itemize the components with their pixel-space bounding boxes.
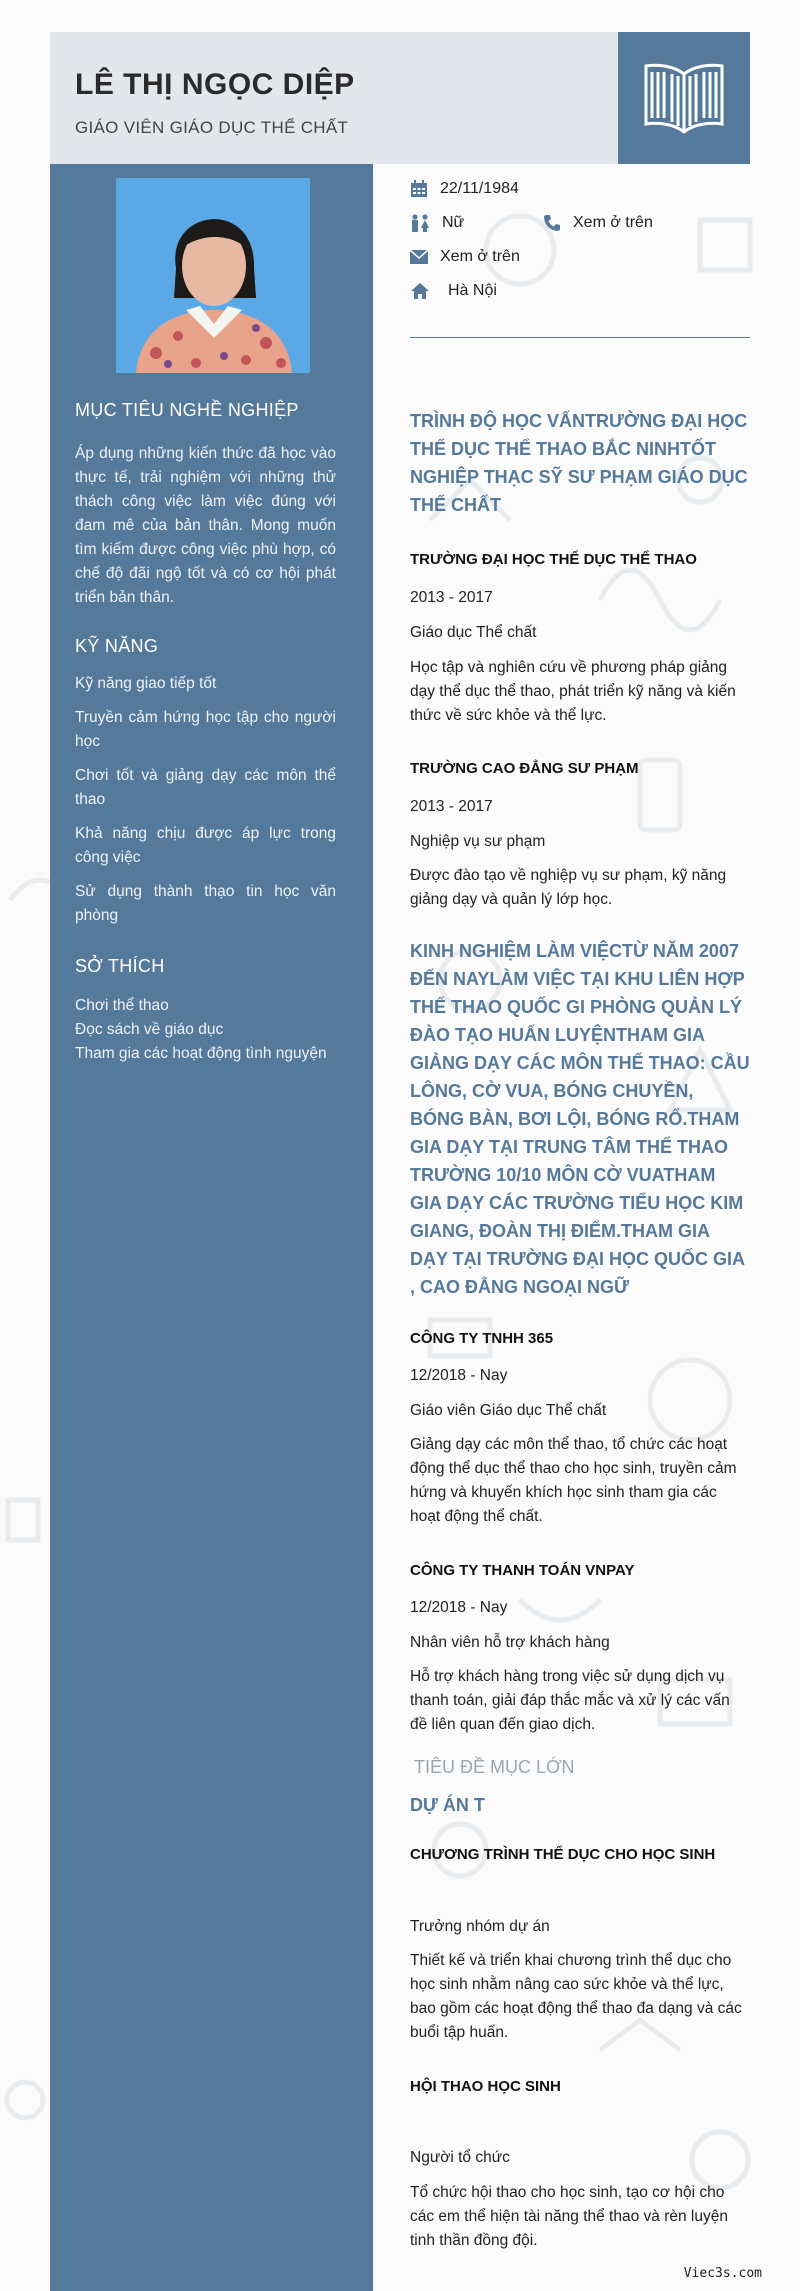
home-icon xyxy=(410,282,430,300)
project-role: Trưởng nhóm dự án xyxy=(410,1918,550,1935)
job-title: GIÁO VIÊN GIÁO DỤC THỂ CHẤT xyxy=(75,118,349,137)
phone-icon xyxy=(543,214,561,232)
candidate-name: LÊ THỊ NGỌC DIỆP xyxy=(75,68,355,101)
skill-item: Sử dụng thành thạo tin học văn phòng xyxy=(75,883,336,924)
birthday-value: 22/11/1984 xyxy=(440,180,519,197)
email-value: Xem ở trên xyxy=(440,248,520,265)
skills-heading: KỸ NĂNG xyxy=(75,636,159,656)
experience-description: Giảng dạy các môn thể thao, tổ chức các hoạt động thể dục thể thao cho học sinh, truyền cảm hứng và khuyến khích học sinh tham gia các hoạt động thể chất. xyxy=(410,1436,737,1525)
objective-heading: MỤC TIÊU NGHỀ NGHIỆP xyxy=(75,400,299,420)
experience-heading: KINH NGHIỆM LÀM VIỆCTỪ NĂM 2007 ĐẾN NAYLÀM VIỆC TẠI KHU LIÊN HỢP THỂ THAO QUỐC GI PHÒNG QUẢN LÝ ĐÀO TẠO HUẤN LUYỆNTHAM GIA GIẢNG DẠY CÁC MÔN THỂ THAO: CẦU LÔNG, CỜ VUA, BÓNG CHUYỀN, BÓNG BÀN, BƠI LỘI, BÓNG RỔ.THAM GIA DẠY TẠI TRUNG TÂM THỂ THAO TRƯỜNG 10/10 MÔN CỜ VUATHAM GIA DẠY CÁC TRƯỜNG TIỂU HỌC KIM GIANG, ĐOÀN THỊ ĐIỂM.THAM GIA DẠY TẠI TRƯỜNG ĐẠI HỌC QUỐC GIA , CAO ĐẲNG NGOẠI NGỮ xyxy=(410,941,750,1297)
email-row xyxy=(410,248,520,266)
phone-value: Xem ở trên xyxy=(573,214,653,231)
mail-icon xyxy=(410,250,428,264)
skill-item: Khả năng chịu được áp lực trong công việc xyxy=(75,825,336,866)
address-value: Hà Nội xyxy=(448,282,497,299)
gender-icon xyxy=(410,214,430,232)
experience-period: 12/2018 - Nay xyxy=(410,1367,508,1384)
gender-row xyxy=(410,214,464,232)
project-description: Tổ chức hội thao cho học sinh, tạo cơ hội cho các em thể hiện tài năng thể thao và rèn luyện tinh thần đồng đội. xyxy=(410,2184,728,2249)
skill-item: Kỹ năng giao tiếp tốt xyxy=(75,675,217,692)
objective-text: Áp dụng những kiến thức đã học vào thực tế, trải nghiệm với những thử thách công việc làm việc đúng với đam mê của bản thân. Mong muốn tìm kiếm được công việc phù hợp, có chế độ đãi ngộ tốt và có cơ hội phát triển bản thân. xyxy=(75,445,336,606)
education-heading: TRÌNH ĐỘ HỌC VẤNTRƯỜNG ĐẠI HỌC THỂ DỤC THỂ THAO BẮC NINHTỐT NGHIỆP THẠC SỸ SƯ PHẠM GIÁO DỤC THỂ CHẤT xyxy=(410,411,748,515)
education-period: 2013 - 2017 xyxy=(410,798,493,815)
gender-value: Nữ xyxy=(442,214,465,231)
company-name: CÔNG TY TNHH 365 xyxy=(410,1330,554,1347)
address-row xyxy=(410,282,497,300)
skill-item: Chơi tốt và giảng dạy các môn thể thao xyxy=(75,767,336,808)
projects-heading: DỰ ÁN T xyxy=(410,1795,485,1815)
education-period: 2013 - 2017 xyxy=(410,589,493,606)
school-name: TRƯỜNG ĐẠI HỌC THỂ DỤC THỂ THAO xyxy=(410,551,697,568)
experience-position: Nhân viên hỗ trợ khách hàng xyxy=(410,1634,610,1651)
skills-list xyxy=(75,672,336,938)
contact-divider xyxy=(410,337,750,338)
resume-header xyxy=(50,32,750,164)
project-role: Người tổ chức xyxy=(410,2149,510,2166)
birthday-row xyxy=(410,180,519,198)
hobby-item: Tham gia các hoạt động tình nguyện xyxy=(75,1045,327,1062)
calendar-icon xyxy=(410,180,428,198)
section-placeholder-title: TIÊU ĐỀ MỤC LỚN xyxy=(414,1757,575,1777)
education-major: Nghiệp vụ sư phạm xyxy=(410,833,546,850)
skill-item: Truyền cảm hứng học tập cho người học xyxy=(75,709,336,750)
hobby-item: Đọc sách về giáo dục xyxy=(75,1021,224,1038)
hobbies-heading: SỞ THÍCH xyxy=(75,956,165,976)
experience-period: 12/2018 - Nay xyxy=(410,1599,508,1616)
project-description: Thiết kế và triển khai chương trình thể dục cho học sinh nhằm nâng cao sức khỏe và thể lực, bao gồm các hoạt động thể thao đa dạng và các buổi tập huấn. xyxy=(410,1952,742,2041)
profile-photo xyxy=(116,178,310,373)
experience-description: Hỗ trợ khách hàng trong việc sử dụng dịch vụ thanh toán, giải đáp thắc mắc và xử lý các vấn đề liên quan đến giao dịch. xyxy=(410,1668,730,1733)
sidebar xyxy=(50,164,373,2291)
footer-brand[interactable]: Viec3s.com xyxy=(683,2266,762,2281)
project-name: HỘI THAO HỌC SINH xyxy=(410,2078,561,2095)
education-description: Học tập và nghiên cứu về phương pháp giảng dạy thể dục thể thao, phát triển kỹ năng và kiến thức về sức khỏe và thể lực. xyxy=(410,659,736,724)
experience-position: Giáo viên Giáo dục Thể chất xyxy=(410,1402,607,1419)
company-name: CÔNG TY THANH TOÁN VNPAY xyxy=(410,1562,635,1579)
phone-row xyxy=(543,214,653,232)
education-major: Giáo dục Thể chất xyxy=(410,624,537,641)
hobby-item: Chơi thể thao xyxy=(75,997,169,1014)
hobbies-list xyxy=(75,994,336,1066)
book-icon-box xyxy=(618,32,750,164)
book-icon xyxy=(638,52,730,144)
school-name: TRƯỜNG CAO ĐẲNG SƯ PHẠM xyxy=(410,760,639,777)
project-name: CHƯƠNG TRÌNH THỂ DỤC CHO HỌC SINH xyxy=(410,1846,716,1863)
education-description: Được đào tạo về nghiệp vụ sư phạm, kỹ năng giảng dạy và quản lý lớp học. xyxy=(410,867,727,908)
